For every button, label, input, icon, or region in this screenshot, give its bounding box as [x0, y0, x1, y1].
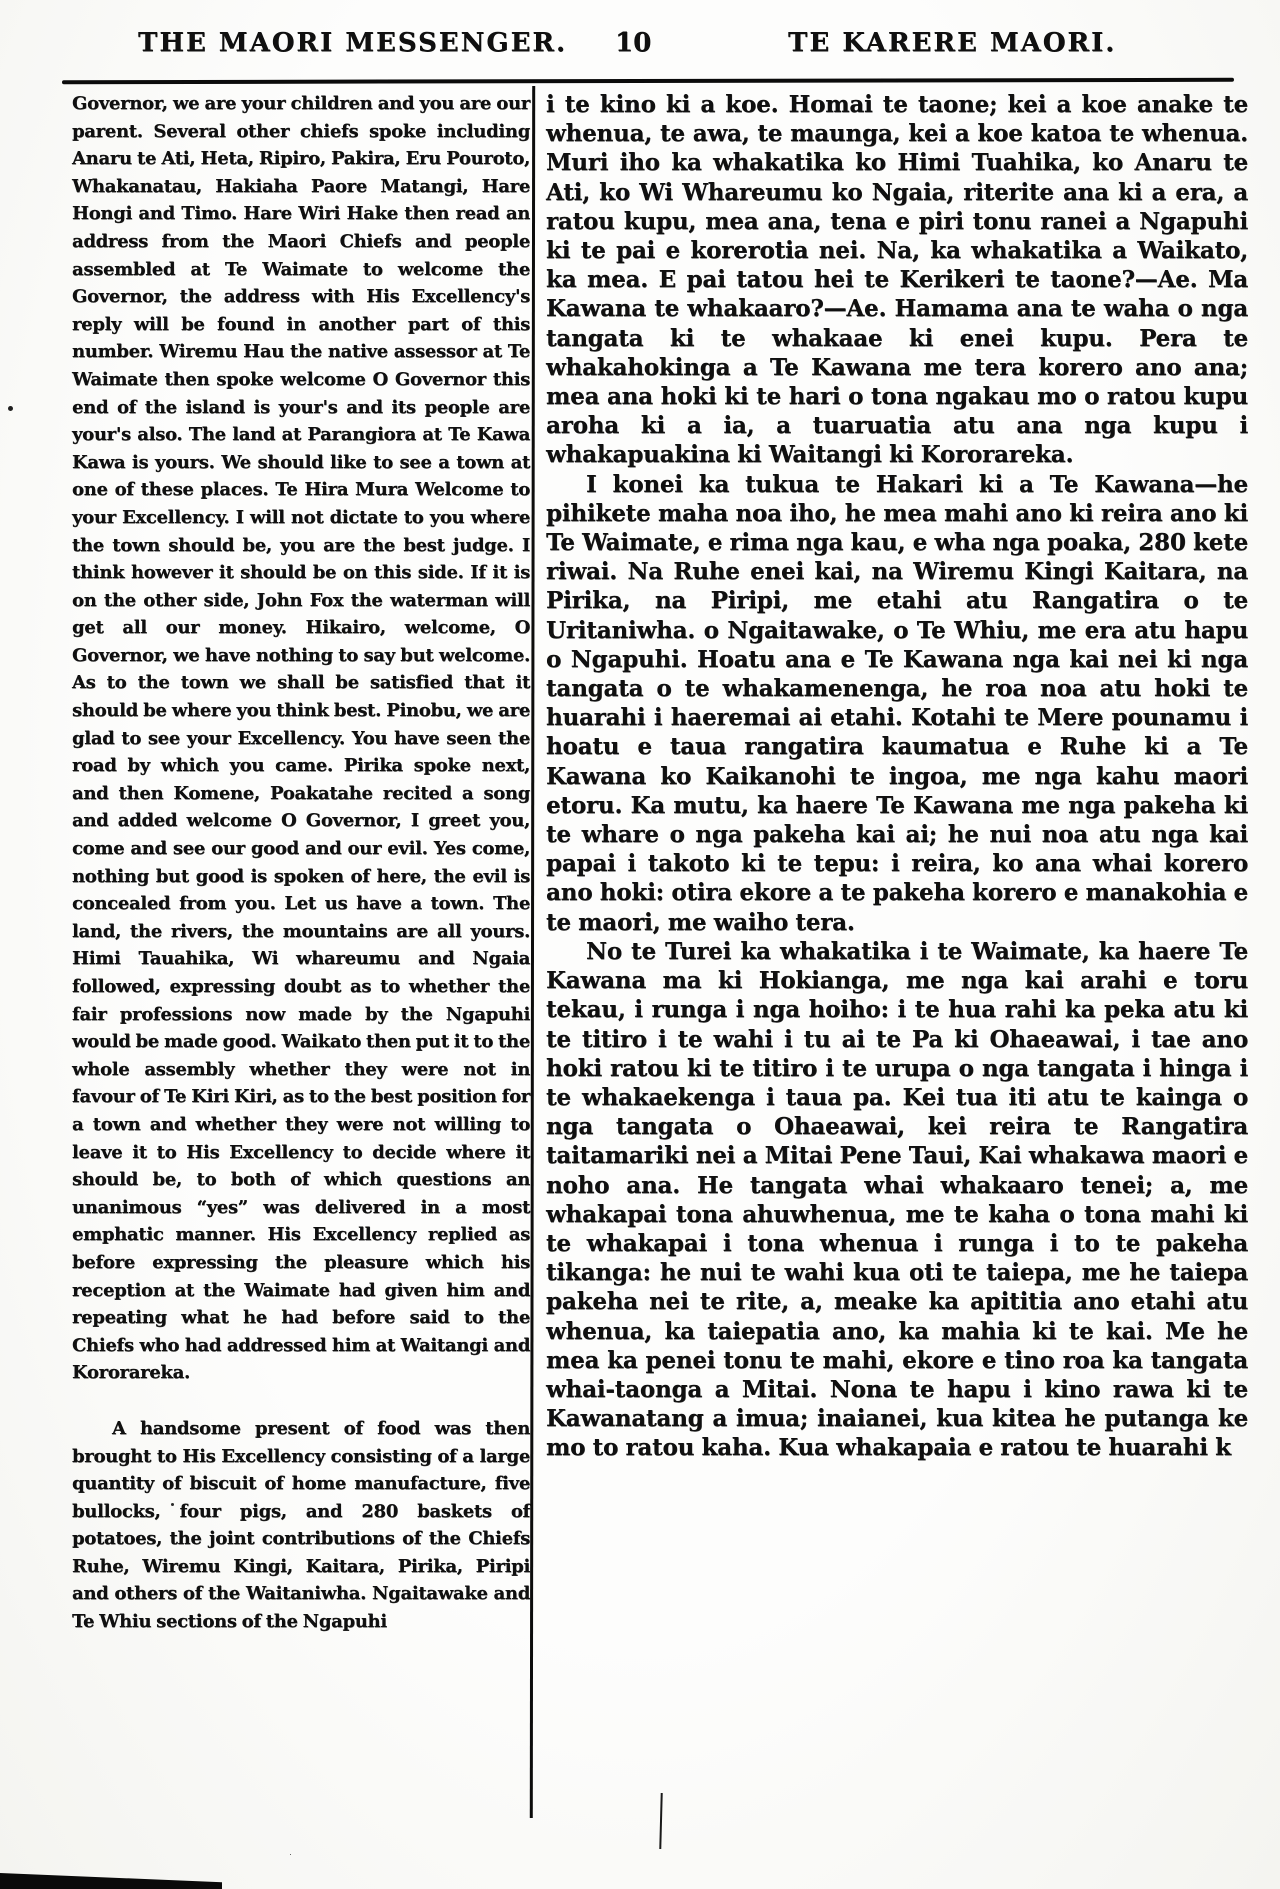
masthead-rule [62, 78, 1234, 84]
right-column-maori-text [546, 90, 1248, 1463]
maori-paragraph-journey: No te Turei ka whakatika i te Waimate, ka haere Te Kawana ma ki Hokianga, me nga kai arahi e toru tekau, i runga i nga hoiho: i te hua rahi ka peka atu ki te titiro i te wahi i tu ai te Pa ki Ohaeawai, i tae ano hoki ratou ki te titiro i te urupa o nga tangata i hinga i te whakaekenga i taua pa. Kei tua iti atu te kainga o nga tangata o Ohaeawai, kei reira te Rangatira taitamariki nei a Mitai Pene Taui, Kai whakawa maori e noho ana. He tangata whai whakaaro tenei; a, me whakapai tona ahuwhenua, me te kaha o tona mahi ki te whakapai i tona whenua i runga i to te pakeha tikanga: he nui te wahi kua oti te taiepa, me he taiepa pakeha nei te rite, a, meake ka apititia ano etahi atu whenua, ka taiepatia ano, ka mahia ki te kai. Me he mea ka penei tonu te mahi, ekore e tino roa ka tangata whai-taonga a Mitai. Nona te hapu i kino rawa ki te Kawanatang a imua; inaianei, kua kitea he putanga ke mo to ratou kaha. Kua whakapaia e ratou te huarahi k [546, 937, 1248, 1462]
ink-stroke-artifact [659, 1793, 662, 1849]
masthead-title-maori: TE KARERE MAORI. [788, 28, 1117, 58]
maori-paragraph-hakari: I konei ka tukua te Hakari ki a Te Kawana—he pihikete maha noa iho, he mea mahi ano ki reira ano ki Te Waimate, e rima nga kau, e wha nga poaka, 280 kete riwai. Na Ruhe enei kai, na Wiremu Kingi Kaitara, na Pirika, na Piripi, me etahi atu Rangatira o te Uritaniwha. o Ngaitawake, o Te Whiu, me era atu hapu o Ngapuhi. Hoatu ana e Te Kawana nga kai nei ki nga tangata o te whakamenenga, he roa noa atu hoki te huarahi i haeremai ai etahi. Kotahi te Mere pounamu i hoatu e taua rangatira kaumatua e Ruhe ki a Te Kawana ko Kaikanohi te ingoa, me nga kahu maori etoru. Ka mutu, ka haere Te Kawana me nga pakeha ki te whare o nga pakeha kai ai; he nui noa atu nga kai papai i takoto ki te tepu: i reira, ko ana whai korero ano hoki: otira ekore a te pakeha korero e manakohia e te maori, me waiho tera. [546, 470, 1248, 936]
english-paragraph-food-present: A handsome present of food was then brought to His Excellency consisting of a large quantity of biscuit of home manufacture, five bullocks, four pigs, and 280 baskets of potatoes, the joint contributions of the Chiefs Ruhe, Wiremu Kingi, Kaitara, Pirika, Piripi and others of the Waitaniwha. Ngaitawake and Te Whiu sections of the Ngapuhi [72, 1417, 530, 1633]
maori-paragraph-speeches: i te kino ki a koe. Homai te taone; kei a koe anake te whenua, te awa, te maunga, kei a koe katoa te whenua. Muri iho ka whakatika ko Himi Tuahika, ko Anaru te Ati, ko Wi Whareumu ko Ngaia, riterite ana ki a era, a ratou kupu, mea ana, tena e piri tonu ranei a Ngapuhi ki te pai e korerotia nei. Na, ka whakatika a Waikato, ka mea. E pai tatou hei te Kerikeri te taone?—Ae. Ma Kawana te whakaaro?—Ae. Hamama ana te waha o nga tangata ki te whakaae ki enei kupu. Pera te whakahokinga a Te Kawana me tera korero ano ana; mea ana hoki ki te hari o tona ngakau mo o ratou kupu aroha ki a ia, a tuaruatia atu ana nga kupu i whakapuakina ki Waitangi ki Kororareka. [546, 91, 1248, 469]
ink-smudge-artifact [0, 1873, 222, 1889]
masthead-page-number: 10 [615, 28, 652, 58]
left-column-english-text [72, 90, 530, 1636]
english-paragraph-speeches: Governor, we are your children and you are our parent. Several other chiefs spoke including Anaru te Ati, Heta, Ripiro, Pakira, Eru Pouroto, Whakanatau, Hakiaha Paore Matangi, Hare Hongi and Timo. Hare Wiri Hake then read an address from the Maori Chiefs and people assembled at Te Waimate to welcome the Governor, the address with His Excellency's reply will be found in another part of this number. Wiremu Hau the native assessor at Te Waimate then spoke welcome O Governor this end of the island is your's and its people are your's also. The land at Parangiora at Te Kawa Kawa is yours. We should like to see a town at one of these places. Te Hira Mura Welcome to your Excellency. I will not dictate to you where the town should be, you are the best judge. I think however it should be on this side. If it is on the other side, John Fox the waterman will get all our money. Hikairo, welcome, O Governor, we have nothing to say but welcome. As to the town we shall be satisfied that it should be where you think best. Pinobu, we are glad to see your Excellency. You have seen the road by which you came. Pirika spoke next, and then Komene, Poakatahe recited a song and added welcome O Governor, I greet you, come and see our good and our evil. Yes come, nothing but good is spoken of here, the evil is concealed from you. Let us have a town. The land, the rivers, the mountains are all yours. Himi Tauahika, Wi whareumu and Ngaia followed, expressing doubt as to whether the fair professions now made by the Ngapuhi would be made good. Waikato then put it to the whole assembly whether they were not in favour of Te Kiri Kiri, as to the best position for a town and whether they were not willing to leave it to His Excellency to decide where it should be, to both of which questions an unanimous “yes” was delivered in a most emphatic manner. His Excellency replied as before expressing the pleasure which his reception at the Waimate had given him and repeating what he had before said to the Chiefs who had addressed him at Waitangi and Kororareka. [72, 93, 530, 1384]
masthead-title-english: THE MAORI MESSENGER. [138, 28, 568, 58]
ink-speck [8, 406, 13, 411]
column-divider-rule [530, 86, 535, 1818]
